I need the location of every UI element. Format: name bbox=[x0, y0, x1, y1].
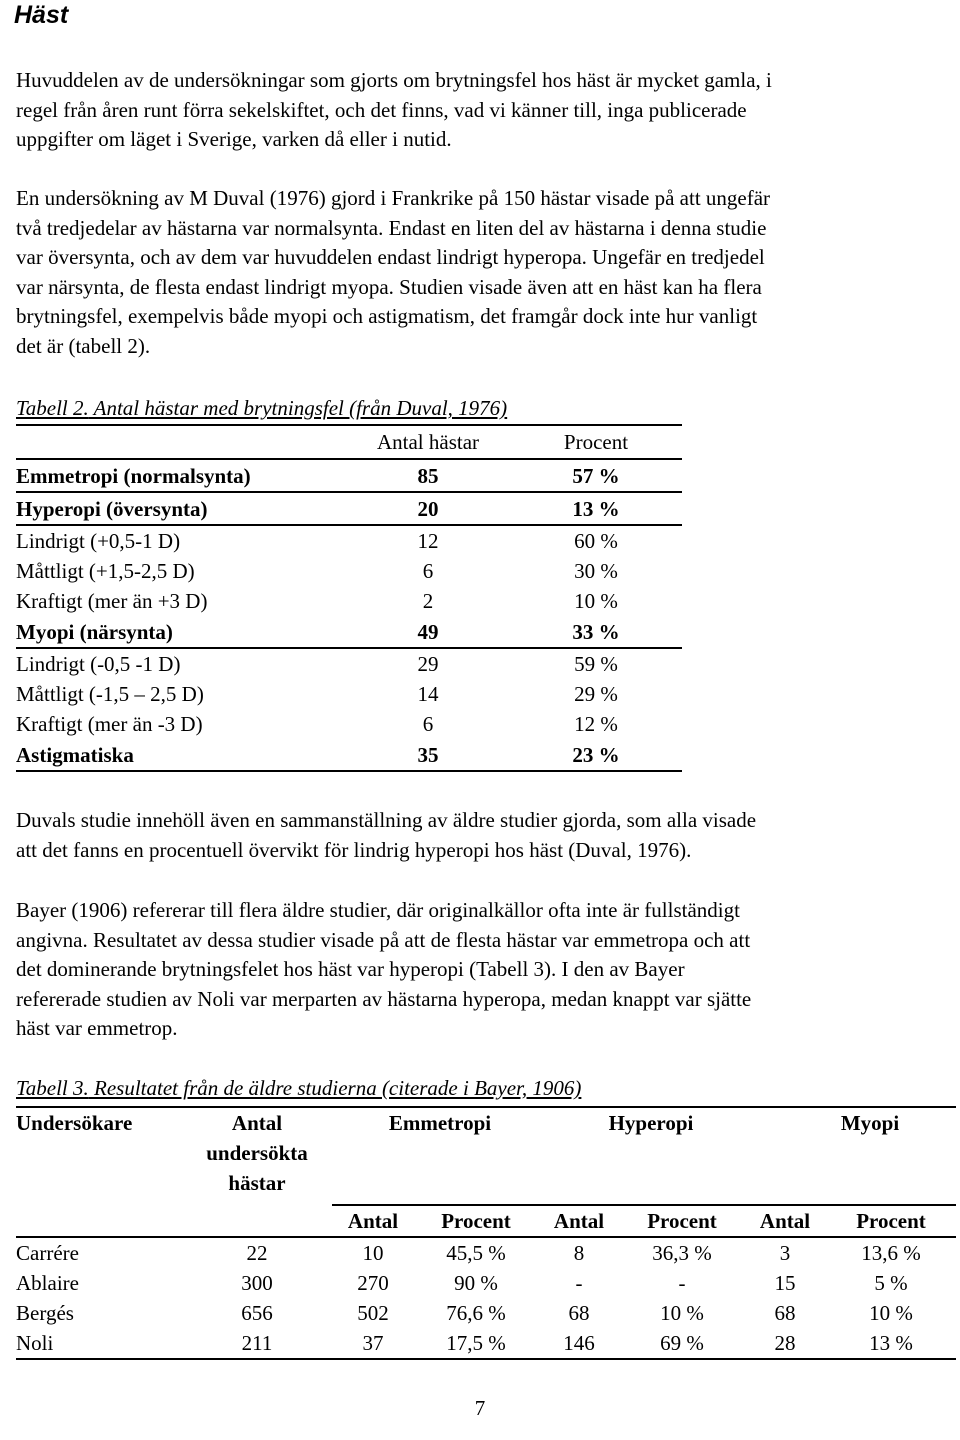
row-percent: 29 % bbox=[574, 682, 618, 706]
row-emmetropi-count: 270 bbox=[357, 1271, 389, 1295]
row-percent: 59 % bbox=[574, 652, 618, 676]
table2-caption-label: Tabell 2. bbox=[16, 396, 89, 420]
text-line: det är (tabell 2). bbox=[16, 333, 151, 358]
row-myopi-count: 28 bbox=[744, 1328, 826, 1359]
text-line: regel från åren runt förra sekelskiftet, och det finns, vad vi känner till, inga publicerade bbox=[16, 97, 747, 122]
row-count: 6 bbox=[422, 559, 434, 583]
text-line: En undersökning av M Duval (1976) gjord i Frankrike på 150 hästar visade på att ungefär bbox=[16, 186, 771, 210]
table3-header-myopi: Myopi bbox=[840, 1111, 900, 1135]
text-line: uppgifter om läget i Sverige, varken då eller i nutid. bbox=[16, 127, 452, 151]
row-examiner: Noli bbox=[16, 1328, 182, 1359]
row-label: Lindrigt (+0,5-1 D) bbox=[16, 529, 181, 553]
table-row bbox=[16, 1268, 956, 1298]
paragraph-bayer bbox=[16, 896, 952, 1044]
text-line: det dominerande brytningsfelet hos häst var hyperopi (Tabell 3). I den av Bayer bbox=[16, 957, 685, 981]
text-line: Bayer (1906) refererar till flera äldre studier, där originalkällor ofta inte är fullständigt bbox=[16, 898, 740, 922]
table-row bbox=[16, 459, 682, 492]
row-myopi-percent: 13 % bbox=[826, 1328, 956, 1359]
row-examiner: Ablaire bbox=[16, 1271, 79, 1295]
row-myopi-percent: 13,6 % bbox=[861, 1241, 921, 1265]
table2-caption-text: Antal hästar med brytningsfel (från Duval, 1976) bbox=[88, 396, 508, 420]
row-percent: 33 % bbox=[510, 616, 682, 648]
text-line: refererade studien av Noli var merparten av hästarna hyperopa, medan knappt var sjätte bbox=[16, 986, 752, 1011]
row-label: Kraftigt (mer än +3 D) bbox=[16, 589, 208, 613]
row-count: 49 bbox=[346, 616, 510, 648]
row-hyperopi-count: 146 bbox=[538, 1328, 620, 1359]
row-examined-count: 211 bbox=[182, 1328, 332, 1359]
table3-header-examiner: Undersökare bbox=[16, 1111, 133, 1135]
table2-header-count: Antal hästar bbox=[346, 425, 510, 459]
page-number: 7 bbox=[474, 1396, 486, 1420]
table2-header-percent: Procent bbox=[510, 425, 682, 459]
row-myopi-count: 68 bbox=[774, 1301, 796, 1325]
row-hyperopi-count: 68 bbox=[568, 1301, 590, 1325]
table-row bbox=[16, 492, 682, 525]
row-hyperopi-percent: 69 % bbox=[620, 1328, 744, 1359]
row-hyperopi-count: 8 bbox=[573, 1241, 585, 1265]
text-line: var närsynta, de flesta endast lindrigt myopa. Studien visade även att en häst kan ha flera bbox=[16, 274, 762, 299]
table2-header-row bbox=[16, 425, 682, 459]
table-row bbox=[16, 616, 682, 648]
row-hyperopi-percent: - bbox=[678, 1271, 686, 1295]
table-row bbox=[16, 709, 682, 739]
text-line: två tredjedelar av hästarna var normalsynta. Endast en liten del av hästarna i denna studie bbox=[16, 215, 767, 240]
row-emmetropi-count: 502 bbox=[357, 1301, 389, 1325]
row-label: Måttligt (-1,5 – 2,5 D) bbox=[16, 682, 204, 706]
table3-subheader-antal: Antal bbox=[538, 1205, 620, 1237]
table3-subheader-procent: Procent bbox=[826, 1205, 956, 1237]
row-hyperopi-percent: 10 % bbox=[660, 1301, 704, 1325]
table3-header-row bbox=[16, 1107, 956, 1205]
table3-header-examined-line: Antal bbox=[231, 1111, 283, 1135]
row-count: 6 bbox=[422, 712, 434, 736]
row-percent: 12 % bbox=[574, 712, 618, 736]
text-line: var översynta, och av dem var huvuddelen endast lindrigt hyperopa. Ungefär en tredjedel bbox=[16, 245, 765, 269]
text-line: häst var emmetrop. bbox=[16, 1016, 178, 1040]
table2-header-blank bbox=[16, 425, 346, 459]
row-label: Astigmatiska bbox=[16, 739, 346, 771]
table3-subheader-blank bbox=[16, 1205, 182, 1237]
row-count: 20 bbox=[346, 492, 510, 525]
table3-header-examined bbox=[182, 1107, 332, 1205]
table-row bbox=[16, 586, 682, 616]
table-row bbox=[16, 556, 682, 586]
table-row bbox=[16, 1328, 956, 1359]
row-emmetropi-percent: 76,6 % bbox=[446, 1301, 506, 1325]
table3-subheader-procent: Procent bbox=[620, 1205, 744, 1237]
table3-header-hyperopi: Hyperopi bbox=[608, 1111, 694, 1135]
paragraph-duval bbox=[16, 184, 952, 361]
table3-subheader-row bbox=[16, 1205, 956, 1237]
row-count: 14 bbox=[417, 682, 439, 706]
table3-caption-label: Tabell 3. bbox=[16, 1076, 89, 1100]
row-label: Emmetropi (normalsynta) bbox=[16, 459, 346, 492]
row-examined-count: 300 bbox=[241, 1271, 273, 1295]
row-examiner: Carrére bbox=[16, 1241, 79, 1265]
table3-header-examined-line: undersökta bbox=[206, 1141, 308, 1165]
section-heading: Häst bbox=[14, 1, 69, 29]
text-line: angivna. Resultatet av dessa studier visade på att de flesta hästar var emmetropa och att bbox=[16, 927, 751, 952]
table-row bbox=[16, 1298, 956, 1328]
table3-subheader-blank bbox=[182, 1205, 332, 1237]
row-examined-count: 22 bbox=[246, 1241, 268, 1265]
table2 bbox=[16, 424, 682, 772]
row-examined-count: 656 bbox=[241, 1301, 273, 1325]
row-label: Hyperopi (översynta) bbox=[16, 492, 346, 525]
text-line: brytningsfel, exempelvis både myopi och astigmatism, det framgår dock inte hur vanligt bbox=[16, 304, 758, 328]
row-label: Kraftigt (mer än -3 D) bbox=[16, 712, 203, 736]
table3-subheader-procent: Procent bbox=[414, 1205, 538, 1237]
table3-caption bbox=[16, 1074, 581, 1102]
row-count: 35 bbox=[346, 739, 510, 771]
table3-subheader-antal: Antal bbox=[332, 1205, 414, 1237]
table2-caption bbox=[16, 394, 507, 422]
table3-header-emmetropi: Emmetropi bbox=[388, 1111, 492, 1135]
row-myopi-count: 15 bbox=[774, 1271, 796, 1295]
row-percent: 60 % bbox=[574, 529, 618, 553]
row-count: 12 bbox=[417, 529, 439, 553]
row-myopi-count: 3 bbox=[779, 1241, 791, 1265]
row-label: Myopi (närsynta) bbox=[16, 616, 346, 648]
table-row bbox=[16, 739, 682, 771]
table-row bbox=[16, 1237, 956, 1268]
table3 bbox=[16, 1106, 956, 1360]
paragraph-duval-summary bbox=[16, 806, 952, 865]
row-examiner: Bergés bbox=[16, 1301, 74, 1325]
table3-subheader-antal: Antal bbox=[744, 1205, 826, 1237]
row-percent: 57 % bbox=[510, 459, 682, 492]
row-count: 29 bbox=[417, 652, 439, 676]
row-hyperopi-count: - bbox=[575, 1271, 583, 1295]
text-line: att det fanns en procentuell övervikt för lindrig hyperopi hos häst (Duval, 1976). bbox=[16, 837, 692, 862]
row-label: Lindrigt (-0,5 -1 D) bbox=[16, 652, 181, 676]
row-count: 2 bbox=[422, 589, 434, 613]
row-percent: 13 % bbox=[510, 492, 682, 525]
row-percent: 23 % bbox=[510, 739, 682, 771]
row-myopi-percent: 5 % bbox=[874, 1271, 908, 1295]
row-count: 85 bbox=[346, 459, 510, 492]
table-row bbox=[16, 648, 682, 679]
row-percent: 30 % bbox=[574, 559, 618, 583]
row-myopi-percent: 10 % bbox=[869, 1301, 913, 1325]
paragraph-intro bbox=[16, 66, 952, 155]
text-line: Huvuddelen av de undersökningar som gjorts om brytningsfel hos häst är mycket gamla, i bbox=[16, 68, 772, 92]
table3-header-examined-line: hästar bbox=[228, 1171, 286, 1195]
table-row bbox=[16, 679, 682, 709]
table-row bbox=[16, 525, 682, 556]
row-label: Måttligt (+1,5-2,5 D) bbox=[16, 559, 195, 583]
row-emmetropi-percent: 90 % bbox=[454, 1271, 498, 1295]
row-emmetropi-percent: 17,5 % bbox=[414, 1328, 538, 1359]
table3-caption-text: Resultatet från de äldre studierna (citerade i Bayer, 1906) bbox=[88, 1076, 582, 1100]
row-emmetropi-count: 10 bbox=[362, 1241, 384, 1265]
row-hyperopi-percent: 36,3 % bbox=[652, 1241, 712, 1265]
text-line: Duvals studie innehöll även en sammanställning av äldre studier gjorda, som alla visade bbox=[16, 808, 757, 832]
row-emmetropi-percent: 45,5 % bbox=[446, 1241, 506, 1265]
row-emmetropi-count: 37 bbox=[332, 1328, 414, 1359]
row-percent: 10 % bbox=[574, 589, 618, 613]
